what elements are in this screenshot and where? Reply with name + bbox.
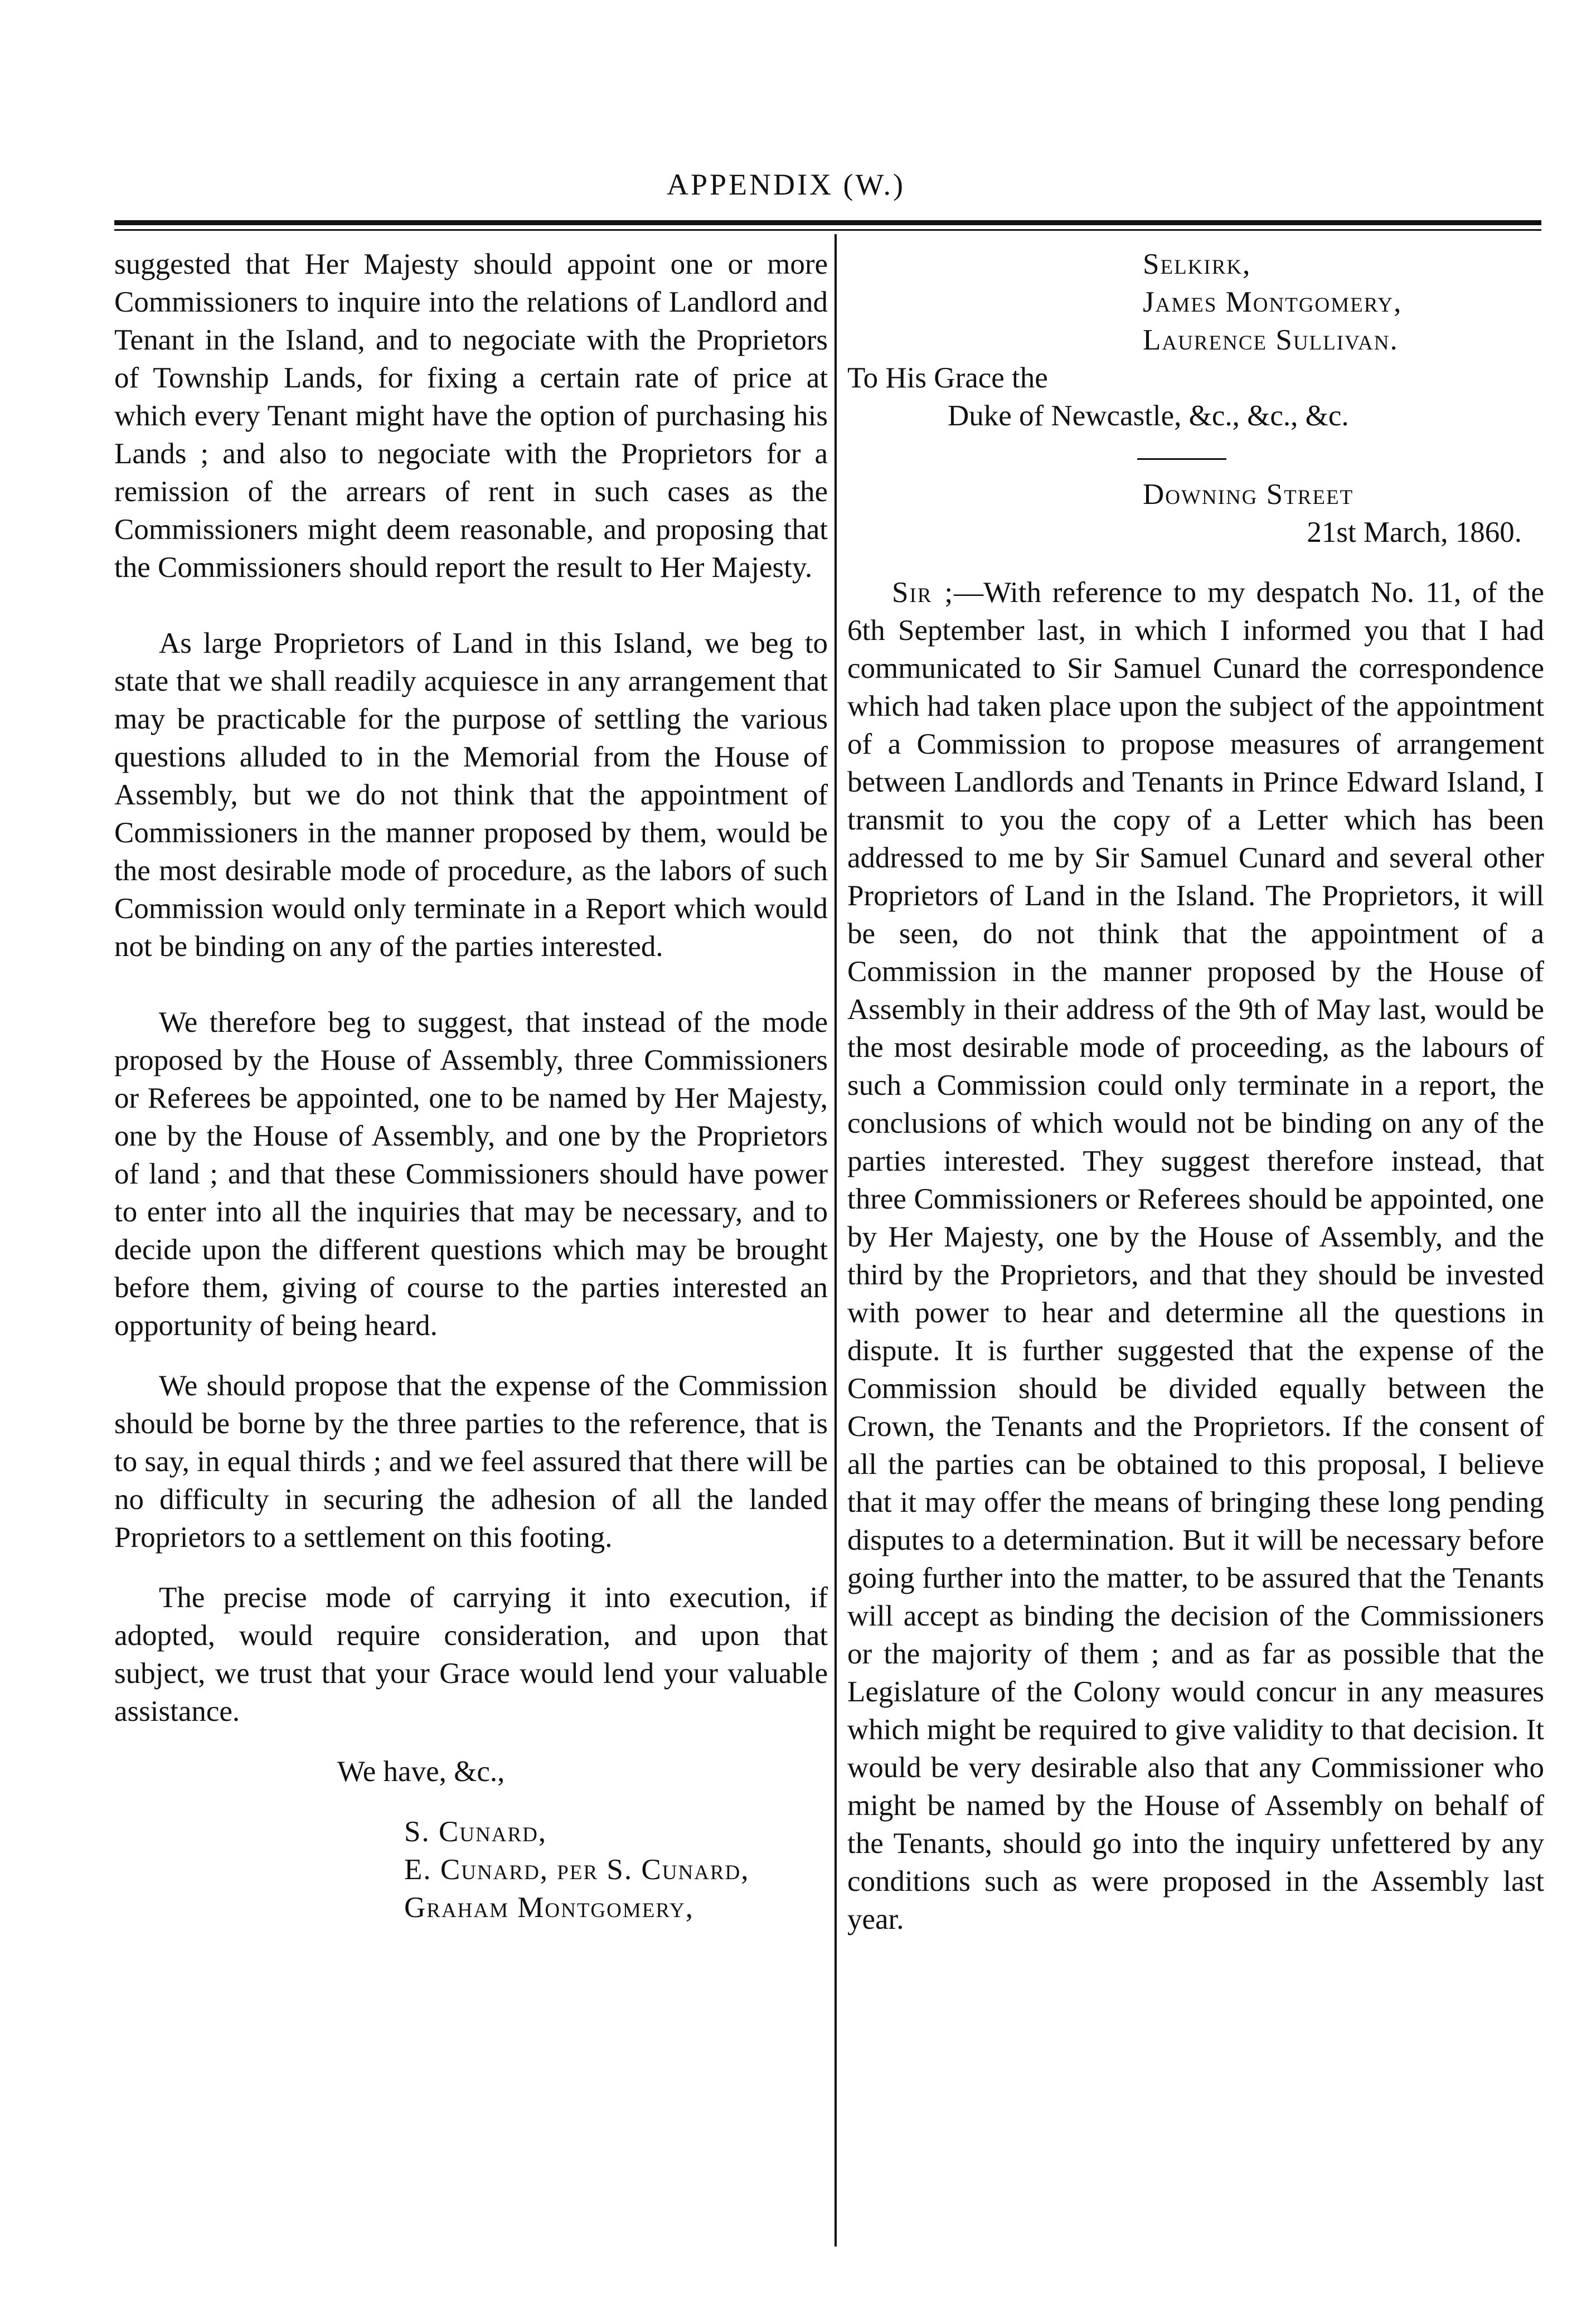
memorial-paragraph-1: suggested that Her Majesty should appoint one or more Commissioners to inquire into the relations of Landlord and Tenant in the Island, and to negociate with the Proprietors of Township Lands, for fixing a certain rate of price at which every Tenant might have the option of purchasing his Lands ; and also to negociate with the Proprietors for a remission of the arrears of rent in such cases as the Commissioners might deem reasonable, and proposing that the Commissioners should report the result to Her Majesty.	[114, 248, 828, 584]
header-rule-thick	[114, 220, 1541, 225]
signatory-1: S. Cunard,	[404, 1816, 547, 1848]
addressee-line-2: Duke of Newcastle, &c., &c., &c.	[948, 400, 1349, 432]
closing-line: We have, &c.,	[337, 1755, 505, 1788]
signatory-3: Graham Montgomery,	[404, 1891, 694, 1924]
signatory-5: James Montgomery,	[1143, 286, 1403, 318]
place-line: Downing Street	[1143, 478, 1354, 511]
memorial-paragraph-3: We therefore beg to suggest, that instead of the mode proposed by the House of Assembly, three Commissioners or Referees be appointed, one to be named by Her Majesty, one by the House of Assembly, and one by the Proprietors of land ; and that these Commissioners should have power to enter into all the inquiries that may be necessary, and to decide upon the different questions which may be brought before them, giving of course to the parties interested an opportunity of being heard.	[114, 1006, 828, 1342]
left-column	[114, 245, 828, 1927]
despatch-paragraph	[847, 574, 1544, 1938]
section-rule	[1137, 458, 1226, 460]
memorial-paragraph-2: As large Proprietors of Land in this Island, we beg to state that we shall readily acquiesce in any arrangement that may be practicable for the purpose of settling the various questions alluded to in the Memorial from the House of Assembly, but we do not think that the appointment of Commissioners in the manner proposed by them, would be the most desirable mode of procedure, as the labors of such Commission would only terminate in a Report which would not be binding on any of the parties interested.	[114, 627, 828, 963]
header-rule-thin	[114, 229, 1541, 231]
memorial-paragraph-5: The precise mode of carrying it into execution, if adopted, would require consideration, and upon that subject, we trust that your Grace would lend your valuable assistance.	[114, 1581, 828, 1728]
memorial-paragraph-4: We should propose that the expense of the Commission should be borne by the three parties to the reference, that is to say, in equal thirds ; and we feel assured that there will be no difficulty in securing the adhesion of all the landed Proprietors to a settlement on this footing.	[114, 1370, 828, 1554]
date-line: 21st March, 1860.	[1307, 516, 1522, 549]
column-divider	[834, 234, 837, 2247]
page-header-title: APPENDIX (W.)	[667, 168, 905, 201]
despatch-body: —With reference to my despatch No. 11, of the 6th September last, in which I informed you that I had communicated to Sir Samuel Cunard the correspondence which had taken place upon the subject of the appointment of a Commission to propose measures of arrangement between Landlords and Tenants in Prince Edward Island, I transmit to you the copy of a Letter which has been addressed to me by Sir Samuel Cunard and several other Proprietors of Land in the Island. The Proprietors, it will be seen, do not think that the appointment of a Commission in the manner proposed by the House of Assembly in their address of the 9th of May last, would be the most desirable mode of proceeding, as the labours of such a Commission could only terminate in a report, the conclusions of which would not be binding on any of the parties interested. They suggest therefore instead, that three Commissioners or Referees should be appointed, one by Her Majesty, one by the House of Assembly, and the third by the Proprietors, and that they should be invested with power to hear and determine all the questions in dispute. It is further suggested that the expense of the Commission should be divided equally between the Crown, the Tenants and the Proprietors. If the consent of all the parties can be obtained to this proposal, I believe that it may offer the means of bringing these long pending disputes to a determination. But it will be necessary before going further into the matter, to be assured that the Tenants will accept as binding the decision of the Commissioners or the majority of them ; and as far as possible that the Legislature of the Colony would concur in any measures which might be required to give validity to that decision. It would be very desirable also that any Commissioner who might be named by the House of Assembly on behalf of the Tenants, should go into the inquiry unfettered by any conditions such as were proposed in the Assembly last year.	[847, 576, 1544, 1935]
signatory-6: Laurence Sullivan.	[1143, 324, 1399, 356]
signatory-4: Selkirk,	[1143, 248, 1251, 280]
signatory-2: E. Cunard, per S. Cunard,	[404, 1854, 750, 1886]
addressee-line-1: To His Grace the	[847, 362, 1048, 394]
salutation: Sir ;	[892, 576, 954, 609]
right-column	[847, 245, 1544, 1938]
